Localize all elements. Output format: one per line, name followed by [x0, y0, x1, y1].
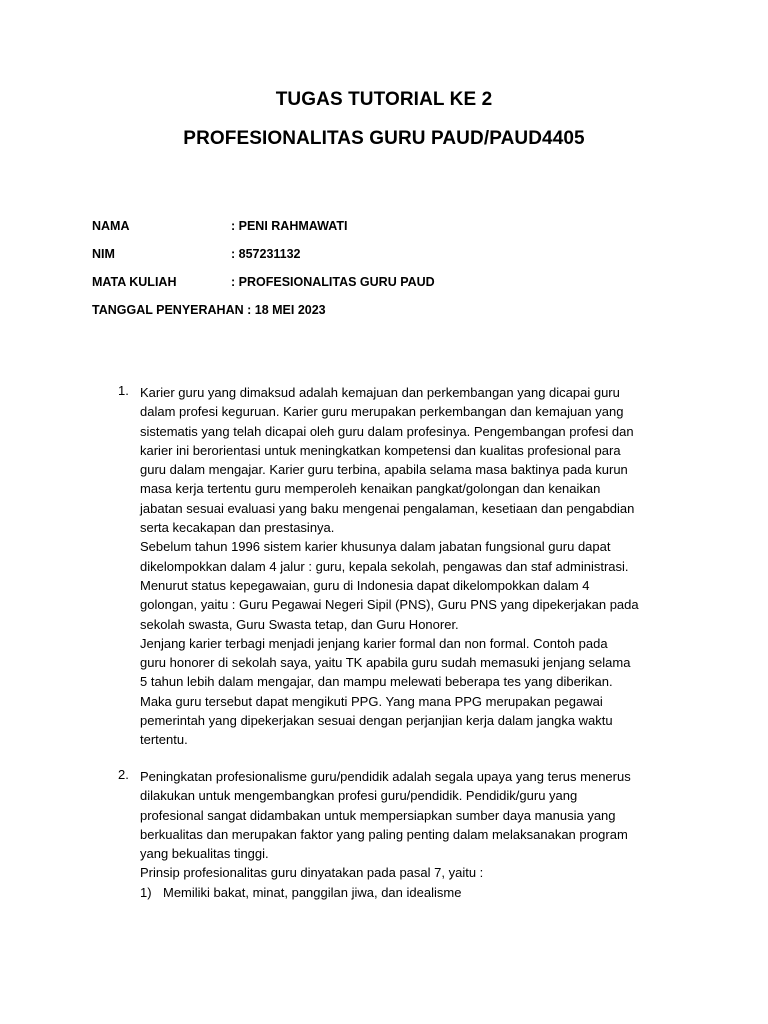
text-line: Prinsip profesionalitas guru dinyatakan pada pasal 7, yaitu :	[140, 865, 484, 881]
sub-list-number: 1)	[140, 884, 152, 900]
text-line: guru dalam mengajar. Karier guru terbina, apabila selama masa baktinya pada kurun	[140, 462, 628, 478]
text-line: 5 tahun lebih dalam mengajar, dan mampu melewati beberapa tes yang diberikan.	[140, 674, 613, 690]
text-line: sistematis yang telah dicapai oleh guru dalam profesinya. Pengembangan profesi dan	[140, 423, 634, 439]
text-line: dilakukan untuk mengembangkan profesi guru/pendidik. Pendidik/guru yang	[140, 788, 578, 804]
text-line: tertentu.	[140, 732, 188, 748]
sub-list-item	[140, 883, 680, 902]
name-label: NAMA	[92, 219, 130, 233]
text-line: berkualitas dan merupakan faktor yang paling penting dalam melaksanakan program	[140, 826, 628, 842]
text-line: Menurut status kepegawaian, guru di Indonesia dapat dikelompokkan dalam 4	[140, 577, 590, 593]
text-line: Maka guru tersebut dapat mengikuti PPG. Yang mana PPG merupakan pegawai	[140, 693, 603, 709]
text-line: serta kecakapan dan prestasinya.	[140, 520, 335, 536]
identity-date-row	[92, 303, 326, 317]
text-line: dalam profesi keguruan. Karier guru merupakan perkembangan dan kemajuan yang	[140, 404, 624, 420]
identity-nim-row	[92, 247, 301, 261]
text-line: dikelompokkan dalam 4 jalur : guru, kepala sekolah, pengawas dan staf administrasi.	[140, 558, 629, 574]
text-line: Karier guru yang dimaksud adalah kemajuan dan perkembangan yang dicapai guru	[140, 385, 620, 400]
text-line: Jenjang karier terbagi menjadi jenjang karier formal dan non formal. Contoh pada	[140, 635, 608, 651]
answer-number: 1.	[118, 383, 129, 398]
document-title: TUGAS TUTORIAL KE 2	[275, 89, 493, 110]
sub-list-text: Memiliki bakat, minat, panggilan jiwa, dan idealisme	[163, 884, 462, 900]
nim-label: NIM	[92, 247, 115, 261]
text-line: sekolah swasta, Guru Swasta tetap, dan Guru Honorer.	[140, 616, 459, 632]
text-line: pemerintah yang dipekerjakan sesuai dengan perjanjian kerja dalam jangka waktu	[140, 713, 613, 729]
answer-body	[140, 383, 680, 750]
identity-name-row	[92, 219, 347, 233]
text-line: golongan, yaitu : Guru Pegawai Negeri Sipil (PNS), Guru PNS yang dipekerjakan pada	[140, 597, 639, 613]
text-line: yang bekualitas tinggi.	[140, 846, 269, 862]
text-line: masa kerja tertentu guru memperoleh kenaikan pangkat/golongan dan kenaikan	[140, 481, 601, 497]
course-label: MATA KULIAH	[92, 275, 177, 289]
text-line: Peningkatan profesionalisme guru/pendidik adalah segala upaya yang terus menerus	[140, 769, 631, 784]
answer-body	[140, 767, 680, 902]
document-subtitle: PROFESIONALITAS GURU PAUD/PAUD4405	[183, 128, 585, 149]
text-line: Sebelum tahun 1996 sistem karier khusunya dalam jabatan fungsional guru dapat	[140, 539, 611, 555]
text-line: jabatan sesuai evaluasi yang baku mengenai pengalaman, kesetiaan dan pengabdian	[140, 500, 635, 516]
date-value: : 18 MEI 2023	[243, 303, 326, 317]
course-value: : PROFESIONALITAS GURU PAUD	[231, 275, 435, 289]
nim-value: : 857231132	[231, 247, 301, 261]
text-line: profesional sangat didambakan untuk mempersiapkan sumber daya manusia yang	[140, 807, 616, 823]
answer-number: 2.	[118, 767, 129, 782]
answer-paragraph	[140, 767, 680, 883]
text-line: karier ini berorientasi untuk meningkatkan kompetensi dan kualitas profesional para	[140, 442, 621, 458]
identity-course-row	[92, 275, 435, 289]
text-line: guru honorer di sekolah saya, yaitu TK apabila guru sudah memasuki jenjang selama	[140, 655, 631, 671]
date-label: TANGGAL PENYERAHAN	[92, 303, 244, 317]
name-value: : PENI RAHMAWATI	[231, 219, 348, 233]
